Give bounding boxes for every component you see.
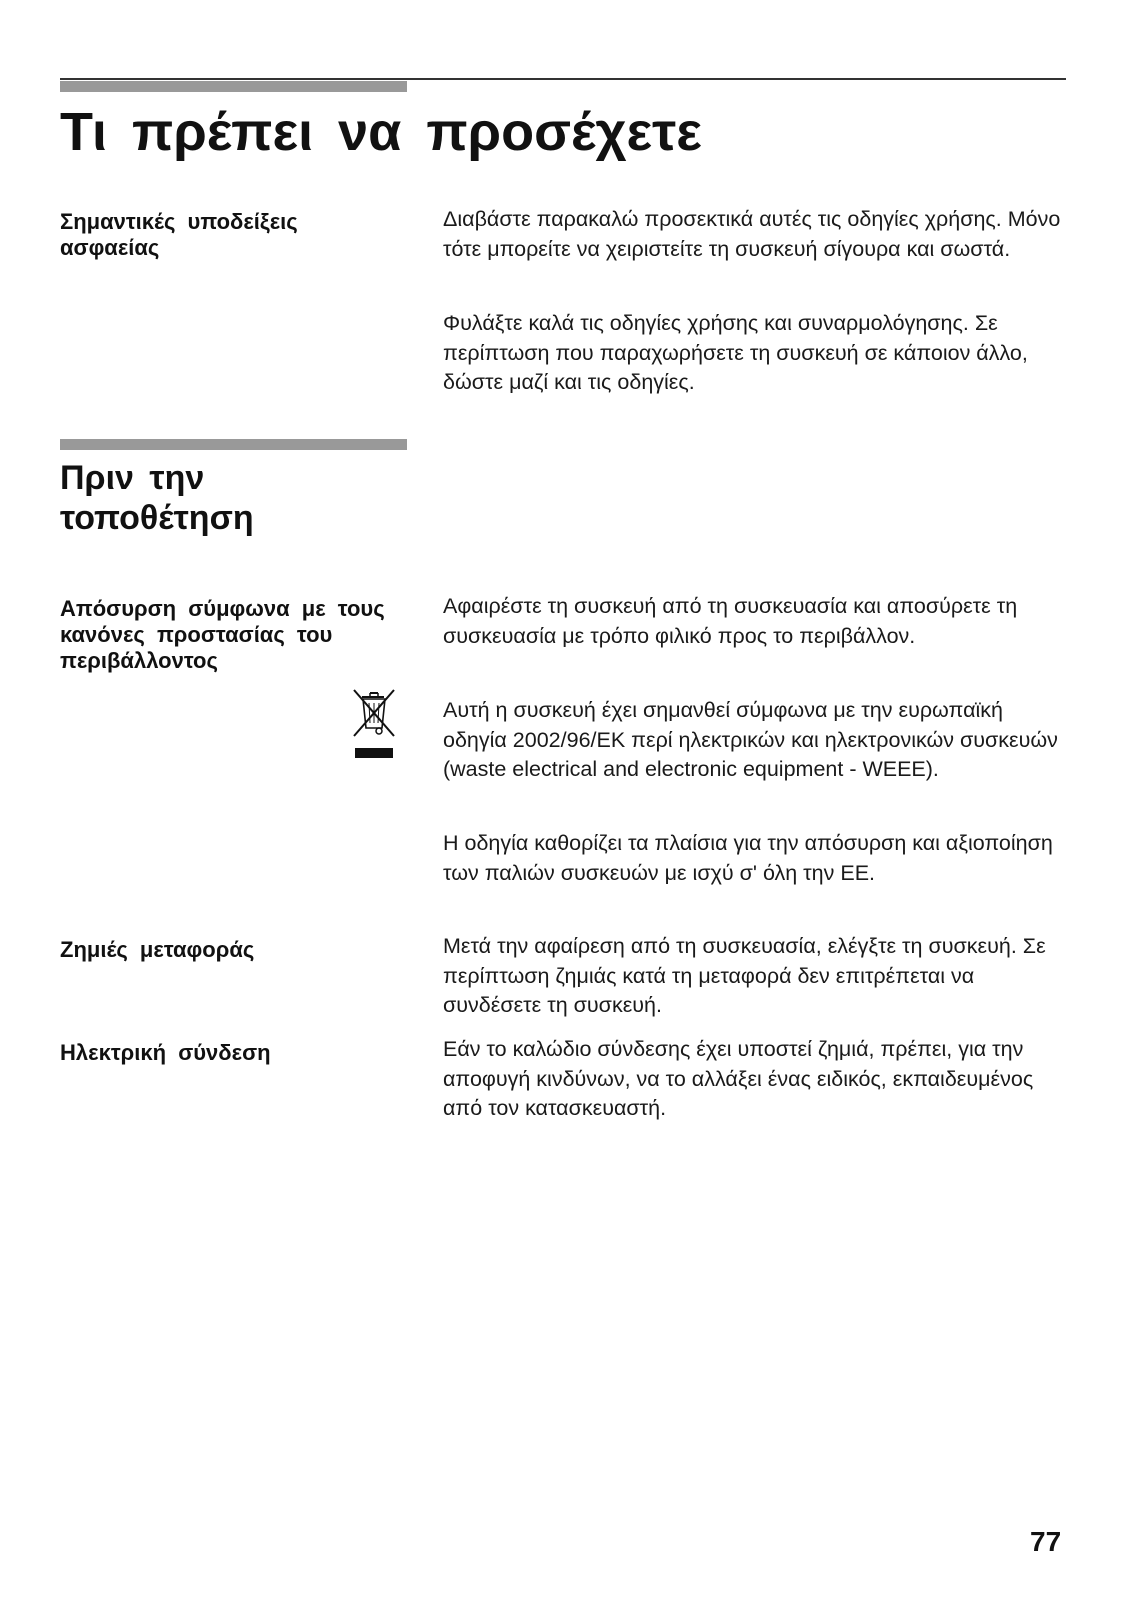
safety-heading: Σημαντικές υποδείξεις ασφαείας [60,209,298,260]
page-title: Τι πρέπει να προσέχετε [60,102,702,162]
electrical-heading: Ηλεκτρική σύνδεση [60,1040,271,1065]
section-rule [60,439,407,450]
disposal-paragraph-3: Η οδηγία καθορίζει τα πλαίσια για την απόσυρση και αξιοποίηση των παλιών συσκευών με ισχύ σ' όλη την ΕΕ. [443,831,1053,885]
disposal-heading: Απόσυρση σύμφωνα με τους κανόνες προστασίας του περιβάλλοντος [60,596,385,673]
transport-heading: Ζημιές μεταφοράς [60,937,255,962]
safety-paragraph-1: Διαβάστε παρακαλώ προσεκτικά αυτές τις οδηγίες χρήσης. Μόνο τότε μπορείτε να χειριστείτε τη συσκευή σίγουρα και σωστά. [443,207,1061,261]
electrical-paragraph: Εάν το καλώδιο σύνδεσης έχει υποστεί ζημιά, πρέπει, για την αποφυγή κινδύνων, να το αλλάξει ένας ειδικός, εκπαιδευμένος από τον κατασκευαστή. [443,1037,1034,1120]
disposal-paragraph-2: Αυτή η συσκευή έχει σημανθεί σύμφωνα με την ευρωπαϊκή οδηγία 2002/96/ΕΚ περί ηλεκτρικών και ηλεκτρονικών συσκευών (waste electrical and electronic equipment - WEEE). [443,698,1058,781]
safety-paragraph-2: Φυλάξτε καλά τις οδηγίες χρήσης και συναρμολόγησης. Σε περίπτωση που παραχωρήσετε τη συσκευή σε κάποιον άλλο, δώστε μαζί και τις οδηγίες. [443,311,1028,394]
title-rule-thick [60,81,407,92]
disposal-paragraph-1: Αφαιρέστε τη συσκευή από τη συσκευασία και αποσύρετε τη συσκευασία με τρόπο φιλικό προς το περιβάλλον. [443,594,1018,648]
crossed-out-wheelie-bin-icon [350,688,398,764]
section-title: Πριν την τοποθέτηση [60,459,254,537]
page-number: 77 [1030,1526,1062,1557]
transport-paragraph: Μετά την αφαίρεση από τη συσκευασία, ελέγξτε τη συσκευή. Σε περίπτωση ζημιάς κατά τη μεταφορά δεν επιτρέπεται να συνδέσετε τη συσκευή. [443,934,1046,1017]
title-rule-thin [60,78,1066,80]
